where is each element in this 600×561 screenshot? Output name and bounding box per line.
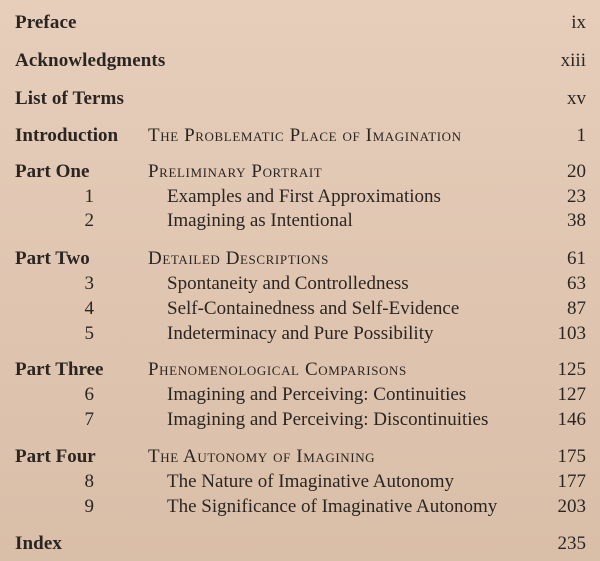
part-page-number: 125 [557, 359, 586, 380]
part-label: Part Three [15, 359, 104, 380]
entry-label: Acknowledgments [15, 50, 166, 71]
toc-chapter-7 [0, 407, 600, 433]
chapter-page-number: 103 [557, 323, 586, 344]
chapter-page-number: 177 [557, 471, 586, 492]
chapter-title: Examples and First Approximations [167, 186, 441, 207]
chapter-page-number: 23 [567, 186, 586, 207]
part-label: Part One [15, 161, 90, 182]
chapter-number: 1 [84, 186, 94, 207]
part-label: Part Four [15, 446, 96, 467]
part-title: Detailed Descriptions [148, 248, 329, 269]
toc-entry-introduction [0, 123, 600, 149]
toc-part-four [0, 444, 600, 470]
toc-chapter-4 [0, 296, 600, 322]
chapter-title: Indeterminacy and Pure Possibility [167, 323, 434, 344]
entry-page-number: ix [571, 12, 586, 33]
entry-page-number: 1 [576, 125, 586, 146]
toc-entry-index [0, 531, 600, 557]
toc-chapter-1 [0, 184, 600, 210]
toc-part-two [0, 246, 600, 272]
entry-label: List of Terms [15, 88, 124, 109]
part-label: Part Two [15, 248, 90, 269]
chapter-number: 7 [84, 409, 94, 430]
toc-chapter-2 [0, 208, 600, 234]
toc-chapter-6 [0, 382, 600, 408]
chapter-number: 9 [84, 496, 94, 517]
toc-entry-list-of-terms [0, 86, 600, 112]
entry-label: Index [15, 533, 62, 554]
toc-entry-acknowledgments [0, 48, 600, 74]
toc-chapter-9 [0, 494, 600, 520]
chapter-page-number: 203 [557, 496, 586, 517]
part-title: Preliminary Portrait [148, 161, 323, 182]
entry-page-number: xv [567, 88, 586, 109]
chapter-title: The Nature of Imaginative Autonomy [167, 471, 455, 492]
chapter-number: 5 [84, 323, 94, 344]
chapter-number: 2 [84, 210, 94, 231]
toc-chapter-5 [0, 321, 600, 347]
entry-title: The Problematic Place of Imagination [148, 125, 462, 146]
toc-part-three [0, 357, 600, 383]
chapter-title: Imagining as Intentional [167, 210, 353, 231]
entry-page-number: 235 [557, 533, 586, 554]
toc-chapter-3 [0, 271, 600, 297]
toc-part-one [0, 159, 600, 185]
toc-chapter-8 [0, 469, 600, 495]
chapter-number: 6 [84, 384, 94, 405]
chapter-number: 4 [84, 298, 94, 319]
part-title: Phenomenological Comparisons [148, 359, 407, 380]
part-page-number: 61 [567, 248, 586, 269]
chapter-title: Spontaneity and Controlledness [167, 273, 409, 294]
chapter-number: 3 [84, 273, 94, 294]
part-title: The Autonomy of Imagining [148, 446, 376, 467]
part-page-number: 175 [557, 446, 586, 467]
chapter-title: Self-Containedness and Self-Evidence [167, 298, 460, 319]
entry-label: Introduction [15, 125, 119, 146]
chapter-number: 8 [84, 471, 94, 492]
part-page-number: 20 [567, 161, 586, 182]
chapter-page-number: 87 [567, 298, 586, 319]
chapter-title: The Significance of Imaginative Autonomy [167, 496, 498, 517]
chapter-page-number: 38 [567, 210, 586, 231]
entry-page-number: xiii [560, 50, 586, 71]
chapter-title: Imagining and Perceiving: Continuities [167, 384, 467, 405]
chapter-page-number: 63 [567, 273, 586, 294]
entry-label: Preface [15, 12, 77, 33]
toc-entry-preface [0, 10, 600, 36]
chapter-page-number: 127 [557, 384, 586, 405]
chapter-page-number: 146 [557, 409, 586, 430]
chapter-title: Imagining and Perceiving: Discontinuities [167, 409, 489, 430]
